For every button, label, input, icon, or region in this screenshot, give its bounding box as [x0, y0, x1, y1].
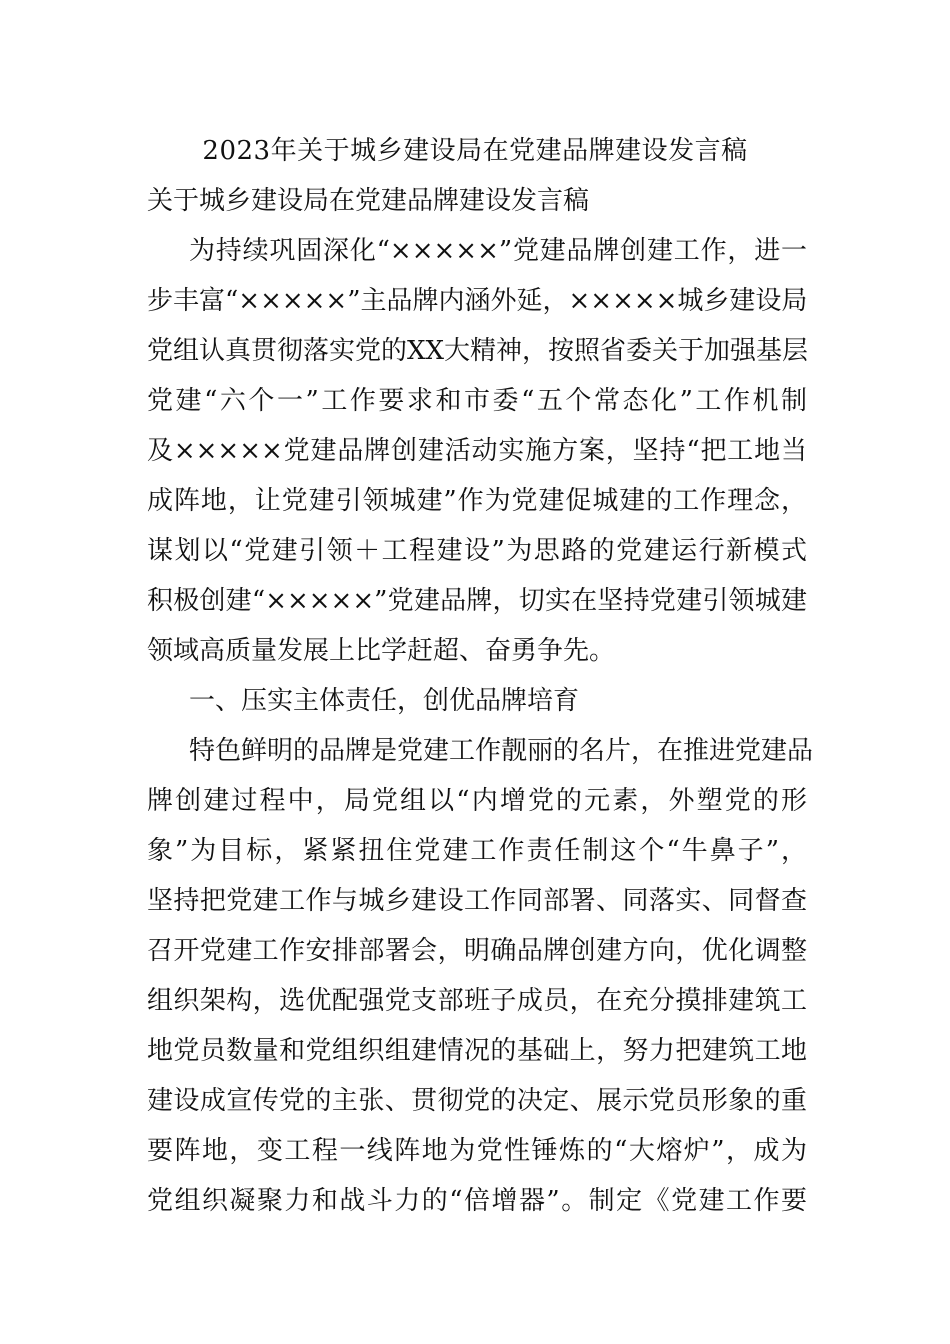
text-line: 成阵地，让党建引领城建”作为党建促城建的工作理念， — [147, 486, 807, 516]
text-line: 地党员数量和党组织组建情况的基础上，努力把建筑工地 — [147, 1036, 807, 1066]
text-line: 坚持把党建工作与城乡建设工作同部署、同落实、同督查 — [147, 886, 807, 916]
text-line: 为持续巩固深化“×××××”党建品牌创建工作，进一 — [189, 236, 807, 266]
text-line: 党组认真贯彻落实党的XX大精神，按照省委关于加强基层 — [147, 336, 809, 366]
text-line: 一、压实主体责任，创优品牌培育 — [189, 686, 580, 716]
text-line: 特色鲜明的品牌是党建工作靓丽的名片，在推进党建品 — [189, 736, 814, 766]
text-line: 要阵地，变工程一线阵地为党性锤炼的“大熔炉”，成为 — [147, 1136, 807, 1166]
text-line: 步丰富“×××××”主品牌内涵外延，×××××城乡建设局 — [147, 286, 808, 316]
text-line: 建设成宣传党的主张、贯彻党的决定、展示党员形象的重 — [147, 1086, 807, 1116]
document-title: 2023年关于城乡建设局在党建品牌建设发言稿 — [202, 136, 748, 166]
text-line: 党建“六个一”工作要求和市委“五个常态化”工作机制 — [147, 386, 807, 416]
section-heading-1 — [147, 681, 807, 721]
text-line: 党组织凝聚力和战斗力的“倍增器”。制定《党建工作要 — [147, 1186, 807, 1216]
text-line: 领域高质量发展上比学赶超、奋勇争先。 — [147, 636, 616, 666]
text-line: 谋划以“党建引领＋工程建设”为思路的党建运行新模式 — [147, 536, 807, 566]
text-line: 组织架构，选优配强党支部班子成员，在充分摸排建筑工 — [147, 986, 807, 1016]
document-subtitle: 关于城乡建设局在党建品牌建设发言稿 — [147, 186, 590, 216]
paragraph-1 — [147, 231, 809, 666]
text-line: 牌创建过程中，局党组以“内增党的元素，外塑党的形 — [147, 786, 807, 816]
text-line: 及×××××党建品牌创建活动实施方案，坚持“把工地当 — [147, 436, 807, 466]
text-line: 象”为目标，紧紧扭住党建工作责任制这个“牛鼻子”， — [147, 836, 807, 866]
text-line: 召开党建工作安排部署会，明确品牌创建方向，优化调整 — [147, 936, 807, 966]
paragraph-2 — [147, 731, 814, 1231]
text-line: 积极创建“×××××”党建品牌，切实在坚持党建引领城建 — [147, 586, 807, 616]
